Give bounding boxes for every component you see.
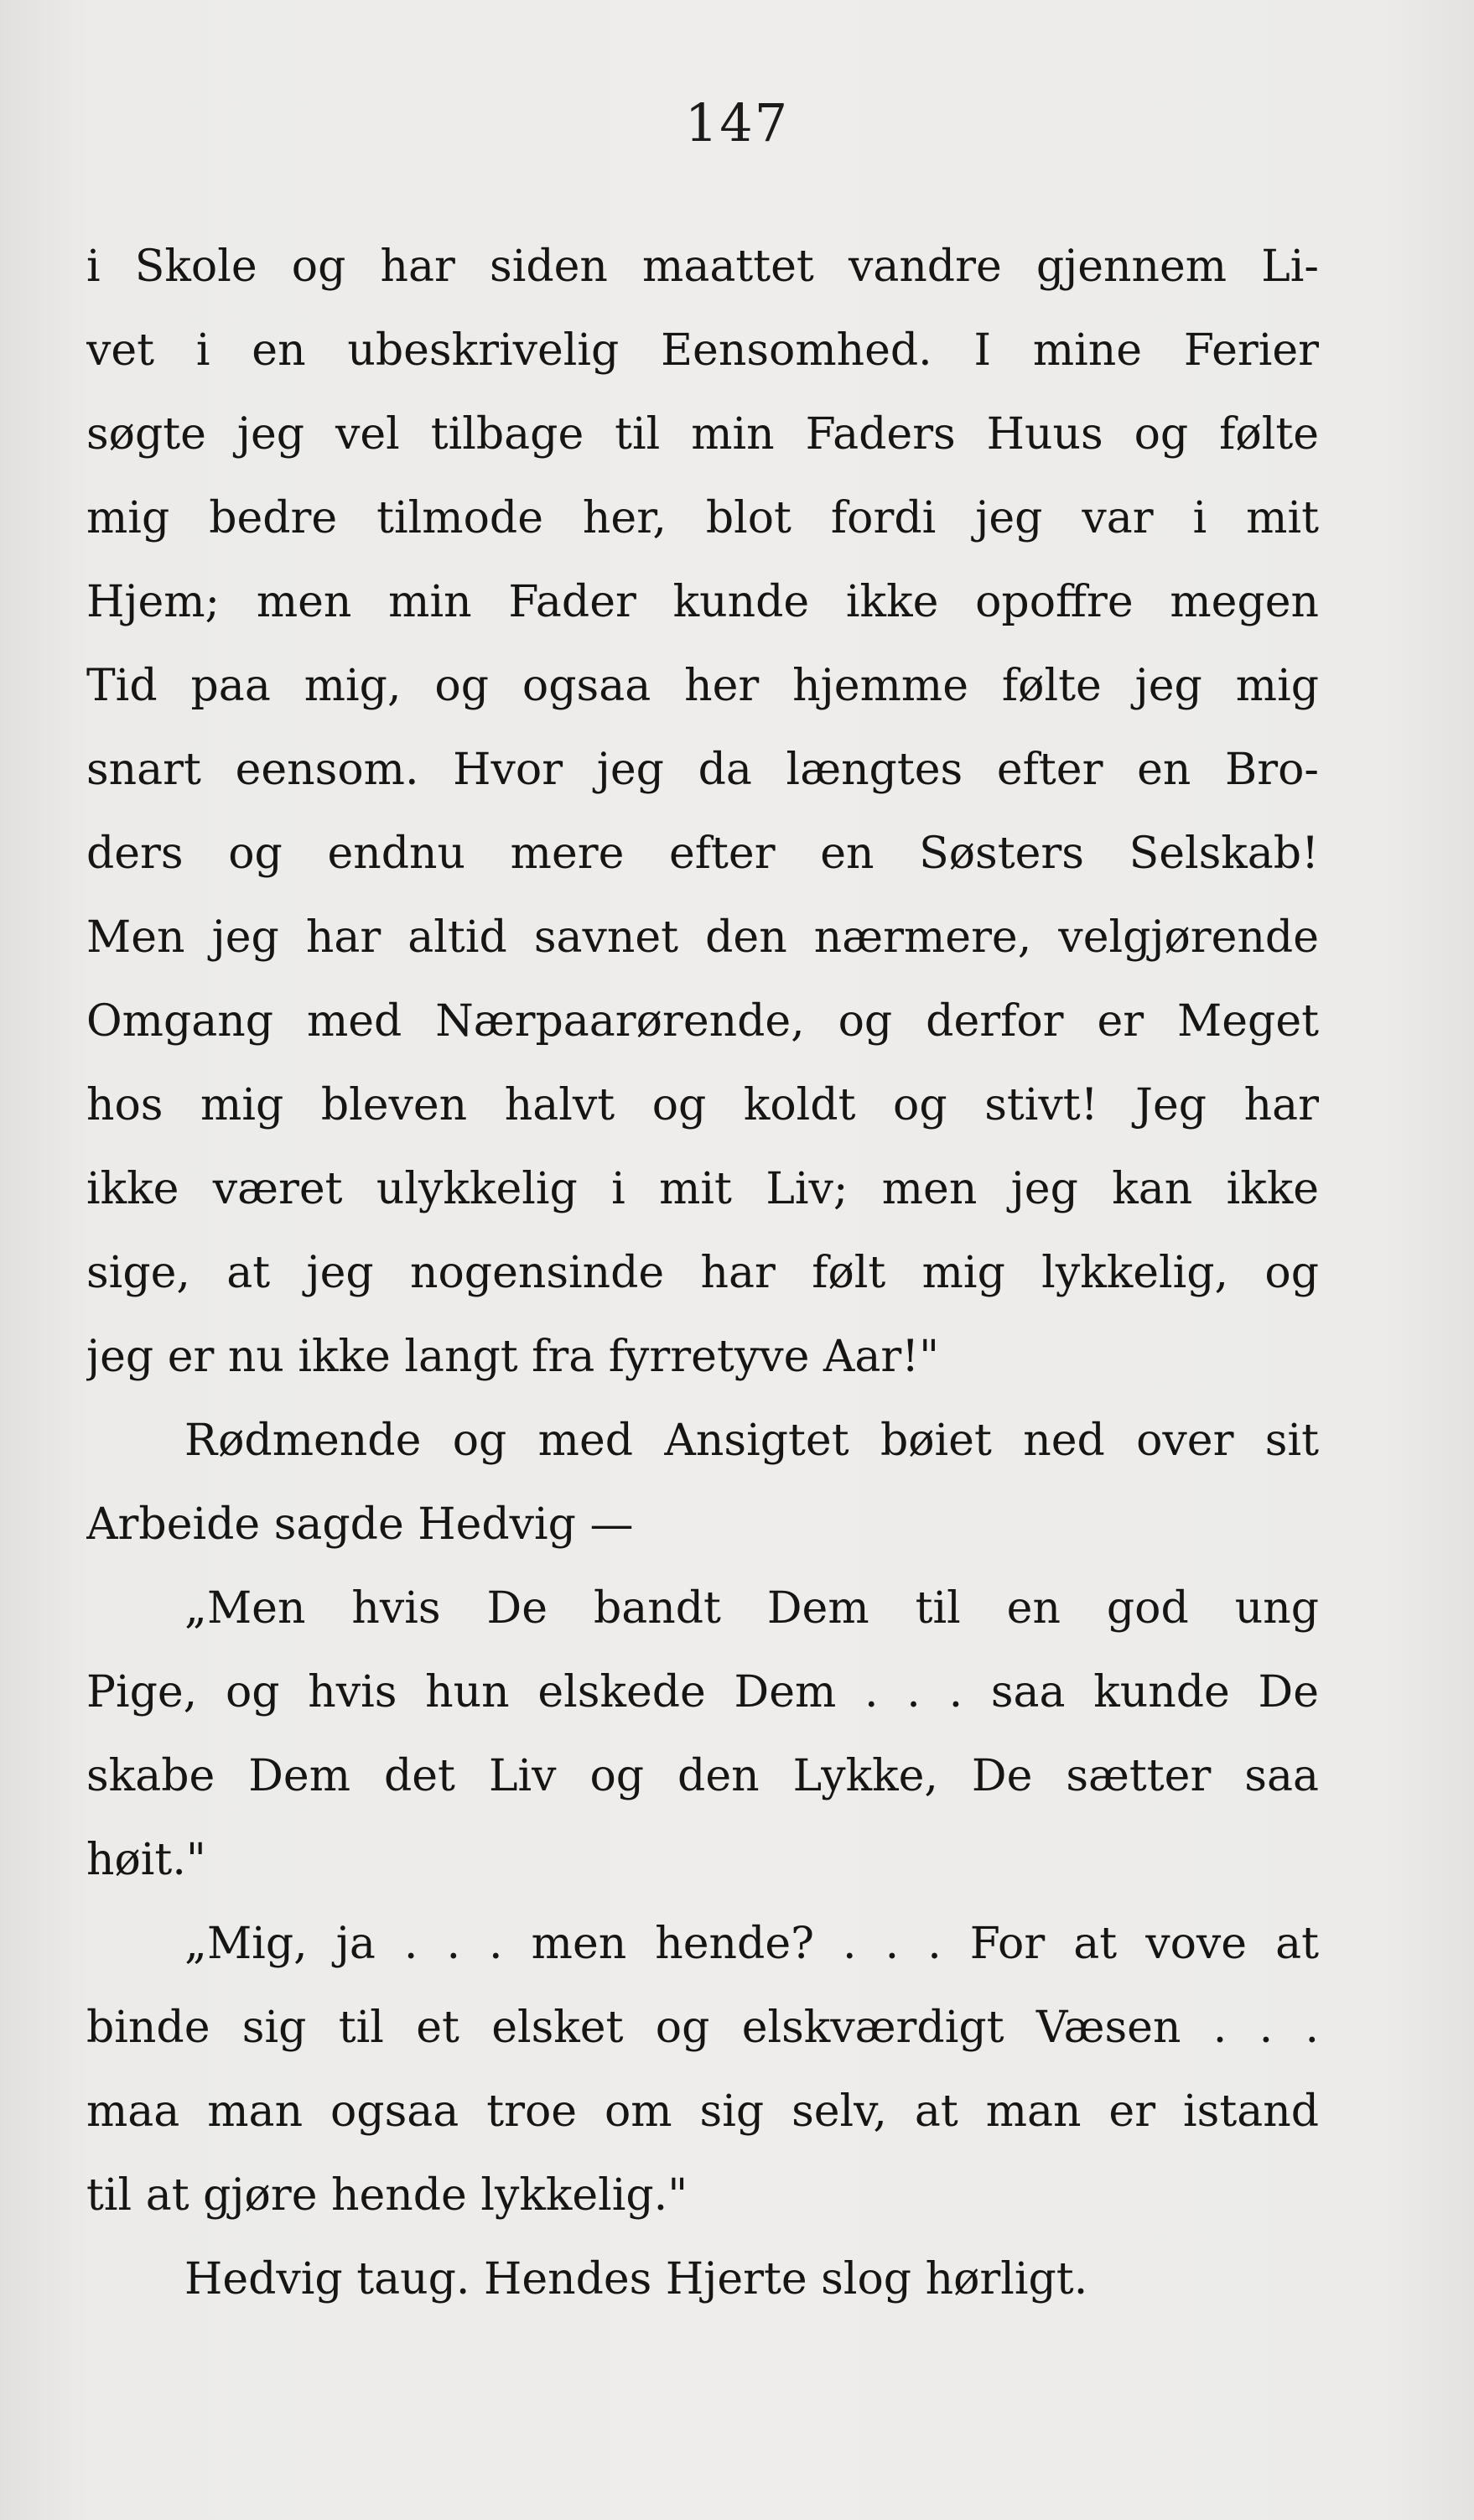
text-line: vet i en ubeskrivelig Eensomhed. I mine Ferier [86, 325, 1319, 376]
text-line: „Men hvis De bandt Dem til en god ung [184, 1583, 1319, 1634]
page-number: 147 [684, 92, 790, 153]
text-line: mig bedre tilmode her, blot fordi jeg var i mit [86, 493, 1319, 543]
text-line: hos mig bleven halvt og koldt og stivt! Jeg har [86, 1080, 1319, 1130]
text-line: ikke været ulykkelig i mit Liv; men jeg kan ikke [86, 1164, 1319, 1214]
text-line: Hedvig taug. Hendes Hjerte slog hørligt. [184, 2254, 1088, 2304]
text-line: søgte jeg vel tilbage til min Faders Huus og følte [86, 409, 1319, 460]
text-line: Omgang med Nærpaarørende, og derfor er Meget [86, 996, 1319, 1047]
text-line: til at gjøre hende lykkelig." [86, 2170, 688, 2221]
text-line: Men jeg har altid savnet den nærmere, velgjørende [86, 912, 1319, 963]
text-line: ders og endnu mere efter en Søsters Selskab! [86, 829, 1319, 879]
text-line: sige, at jeg nogensinde har følt mig lykkelig, og [86, 1248, 1319, 1298]
text-line: Pige, og hvis hun elskede Dem . . . saa kunde De [86, 1667, 1319, 1717]
text-line: maa man ogsaa troe om sig selv, at man er istand [86, 2086, 1319, 2137]
text-line: høit." [86, 1835, 206, 1885]
text-line: Tid paa mig, og ogsaa her hjemme følte jeg mig [86, 661, 1319, 711]
text-line: i Skole og har siden maattet vandre gjennem Li- [86, 242, 1319, 292]
text-line: binde sig til et elsket og elskværdigt Væsen . . . [86, 2003, 1319, 2053]
text-line: Arbeide sagde Hedvig — [86, 1499, 634, 1550]
text-line: „Mig, ja . . . men hende? . . . For at vove at [184, 1919, 1319, 1969]
text-line: skabe Dem det Liv og den Lykke, De sætter saa [86, 1751, 1319, 1801]
text-line: Rødmende og med Ansigtet bøiet ned over sit [184, 1416, 1319, 1466]
text-line: snart eensom. Hvor jeg da længtes efter en Bro- [86, 745, 1319, 795]
text-line: jeg er nu ikke langt fra fyrretyve Aar!" [86, 1332, 940, 1382]
body-text [86, 225, 1319, 2321]
text-line: Hjem; men min Fader kunde ikke opoffre megen [86, 577, 1319, 627]
